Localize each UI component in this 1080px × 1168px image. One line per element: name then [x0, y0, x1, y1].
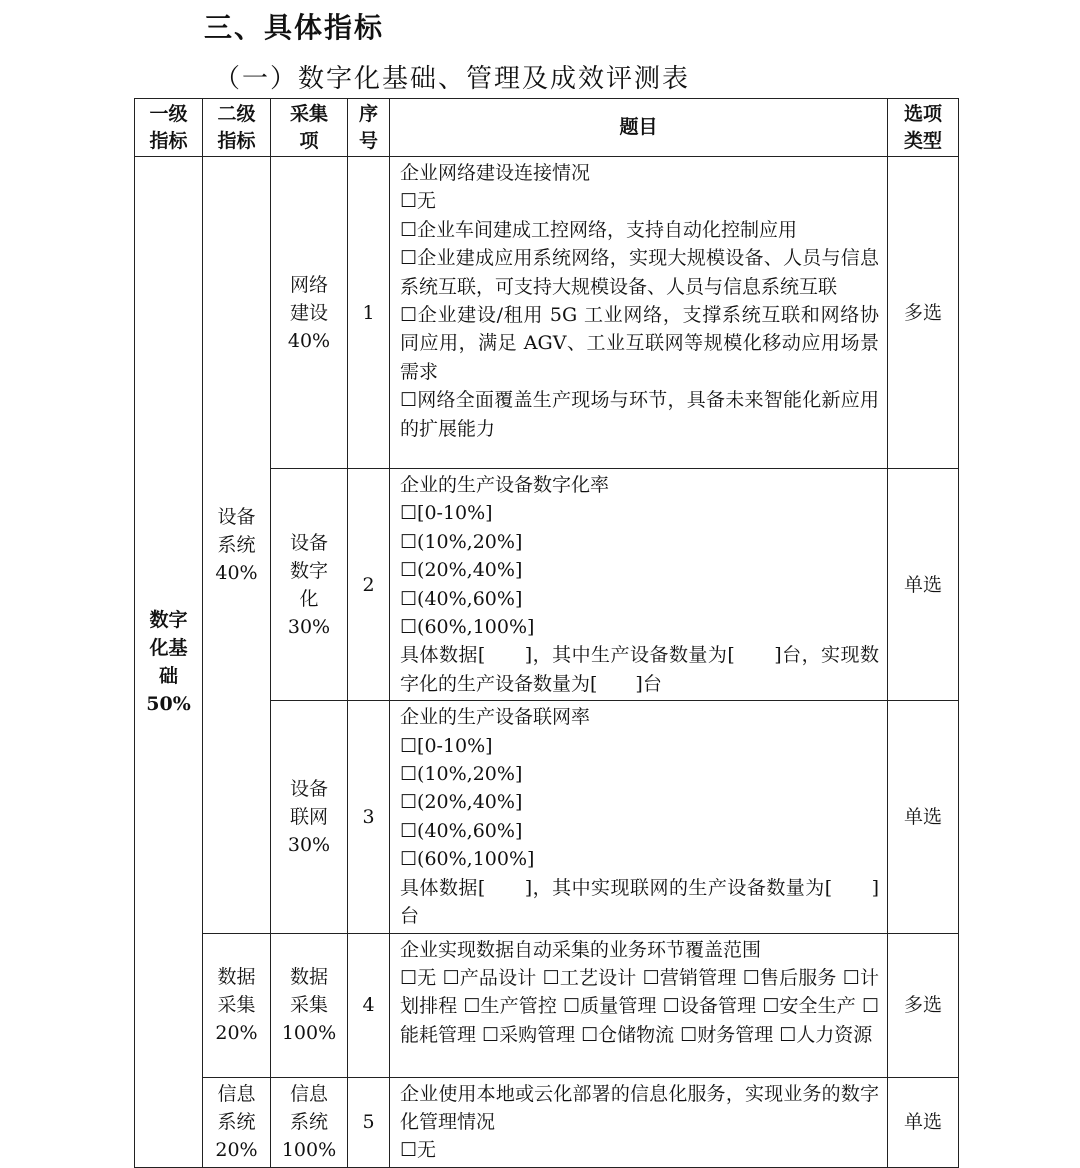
table-title: （一）数字化基础、管理及成效评测表	[214, 64, 691, 94]
header-seq: 序 号	[348, 99, 390, 157]
seq-number: 4	[348, 933, 390, 1077]
header-row	[135, 99, 959, 157]
question-cell: 企业实现数据自动采集的业务环节覆盖范围 ☐无 ☐产品设计 ☐工艺设计 ☐营销管理 ☐售后服务 ☐计划排程 ☐生产管控 ☐质量管理 ☐设备管理 ☐安全生产 ☐能耗管理 ☐采购管理 ☐仓储物流 ☐财务管理 ☐人力资源	[390, 933, 888, 1077]
question-cell: 企业网络建设连接情况 ☐无 ☐企业车间建成工控网络，支持自动化控制应用 ☐企业建成应用系统网络，实现大规模设备、人员与信息系统互联，可支持大规模设备、人员与信息系统互联 ☐企业建设/租用 5G 工业网络，支撑系统互联和网络协同应用，满足 AGV、工业互联网等规模化移动应用场景需求 ☐网络全面覆盖生产现场与环节，具备未来智能化新应用的扩展能力	[390, 157, 888, 469]
collection-item: 设备 数字 化 30%	[271, 469, 348, 701]
option-type: 单选	[888, 1077, 959, 1167]
header-type: 选项 类型	[888, 99, 959, 157]
table-row	[135, 933, 959, 1077]
level2-indicator-equipment: 设备 系统 40%	[203, 157, 271, 934]
level2-indicator-info: 信息 系统 20%	[203, 1077, 271, 1167]
evaluation-table	[134, 98, 959, 1168]
option-type: 多选	[888, 157, 959, 469]
question-cell: 企业的生产设备数字化率 ☐[0-10%] ☐(10%,20%] ☐(20%,40%] ☐(40%,60%] ☐(60%,100%] 具体数据[ ]，其中生产设备数量为[ ]台，实现数字化的生产设备数量为[ ]台	[390, 469, 888, 701]
seq-number: 1	[348, 157, 390, 469]
table-row	[135, 1077, 959, 1167]
option-type: 单选	[888, 701, 959, 933]
seq-number: 3	[348, 701, 390, 933]
collection-item: 信息 系统 100%	[271, 1077, 348, 1167]
header-level1: 一级 指标	[135, 99, 203, 157]
seq-number: 2	[348, 469, 390, 701]
collection-item: 设备 联网 30%	[271, 701, 348, 933]
level2-indicator-data: 数据 采集 20%	[203, 933, 271, 1077]
seq-number: 5	[348, 1077, 390, 1167]
section-title: 三、具体指标	[204, 11, 385, 44]
question-cell: 企业使用本地或云化部署的信息化服务，实现业务的数字化管理情况 ☐无	[390, 1077, 888, 1167]
level1-indicator: 数字 化基 础 50%	[135, 157, 203, 1168]
collection-item: 数据 采集 100%	[271, 933, 348, 1077]
table-row	[135, 157, 959, 469]
collection-item: 网络 建设 40%	[271, 157, 348, 469]
header-item: 采集 项	[271, 99, 348, 157]
question-cell: 企业的生产设备联网率 ☐[0-10%] ☐(10%,20%] ☐(20%,40%] ☐(40%,60%] ☐(60%,100%] 具体数据[ ]，其中实现联网的生产设备数量为[ ]台	[390, 701, 888, 933]
header-level2: 二级 指标	[203, 99, 271, 157]
header-question: 题目	[390, 99, 888, 157]
option-type: 多选	[888, 933, 959, 1077]
option-type: 单选	[888, 469, 959, 701]
